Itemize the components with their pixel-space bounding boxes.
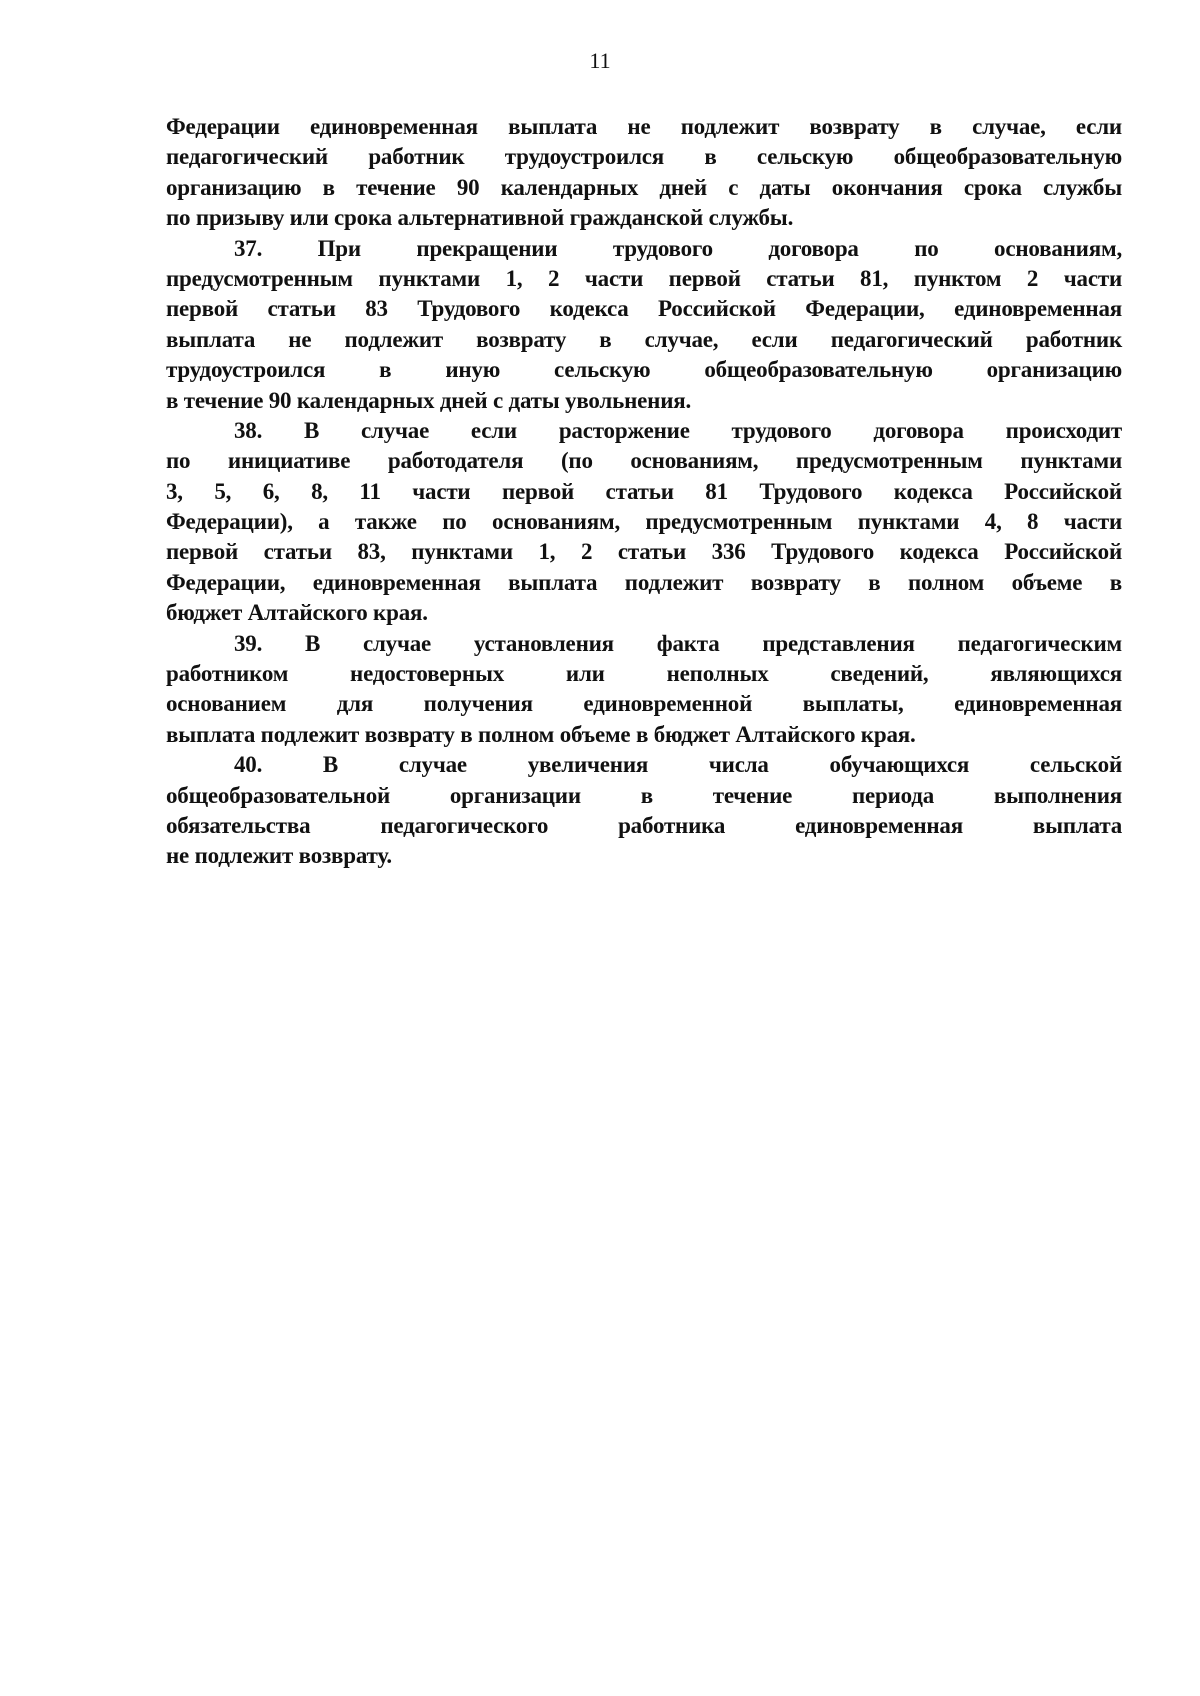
page-number: 11 bbox=[589, 48, 611, 73]
text-line: основанием для получения единовременной выплаты, единовременная bbox=[166, 691, 1122, 717]
text-line: 38. В случае если расторжение трудового договора происходит bbox=[234, 417, 1122, 443]
paragraph bbox=[166, 629, 1122, 751]
paragraph bbox=[166, 234, 1122, 416]
text-line: 37. При прекращении трудового договора по основаниям, bbox=[234, 235, 1122, 261]
text-line: трудоустроился в иную сельскую общеобразовательную организацию bbox=[166, 357, 1122, 383]
text-line: организацию в течение 90 календарных дней с даты окончания срока службы bbox=[166, 174, 1122, 200]
paragraph bbox=[166, 112, 1122, 234]
text-line: не подлежит возврату. bbox=[166, 843, 392, 869]
text-line: 3, 5, 6, 8, 11 части первой статьи 81 Трудового кодекса Российской bbox=[166, 478, 1122, 504]
text-line: бюджет Алтайского края. bbox=[166, 600, 428, 626]
text-line: первой статьи 83, пунктами 1, 2 статьи 336 Трудового кодекса Российской bbox=[166, 539, 1122, 565]
text-line: Федерации единовременная выплата не подлежит возврату в случае, если bbox=[166, 114, 1122, 139]
text-line: работником недостоверных или неполных сведений, являющихся bbox=[166, 661, 1122, 687]
text-line: выплата не подлежит возврату в случае, если педагогический работник bbox=[166, 326, 1122, 352]
text-line: Федерации), а также по основаниям, предусмотренным пунктами 4, 8 части bbox=[166, 509, 1122, 535]
text-line: первой статьи 83 Трудового кодекса Российской Федерации, единовременная bbox=[166, 296, 1122, 322]
text-line: выплата подлежит возврату в полном объеме в бюджет Алтайского края. bbox=[166, 721, 916, 747]
text-line: педагогический работник трудоустроился в сельскую общеобразовательную bbox=[166, 144, 1122, 170]
text-line: общеобразовательной организации в течение периода выполнения bbox=[166, 782, 1122, 808]
text-line: 39. В случае установления факта представления педагогическим bbox=[234, 630, 1122, 656]
document-body bbox=[166, 112, 1122, 872]
text-line: обязательства педагогического работника единовременная выплата bbox=[166, 812, 1122, 838]
text-line: по инициативе работодателя (по основаниям, предусмотренным пунктами bbox=[166, 448, 1122, 474]
text-line: по призыву или срока альтернативной гражданской службы. bbox=[166, 205, 794, 231]
paragraph bbox=[166, 416, 1122, 629]
text-line: в течение 90 календарных дней с даты увольнения. bbox=[166, 387, 692, 413]
text-line: Федерации, единовременная выплата подлежит возврату в полном объеме в bbox=[166, 569, 1122, 595]
paragraph bbox=[166, 750, 1122, 872]
text-line: 40. В случае увеличения числа обучающихся сельской bbox=[234, 752, 1122, 778]
text-line: предусмотренным пунктами 1, 2 части первой статьи 81, пунктом 2 части bbox=[166, 265, 1122, 291]
